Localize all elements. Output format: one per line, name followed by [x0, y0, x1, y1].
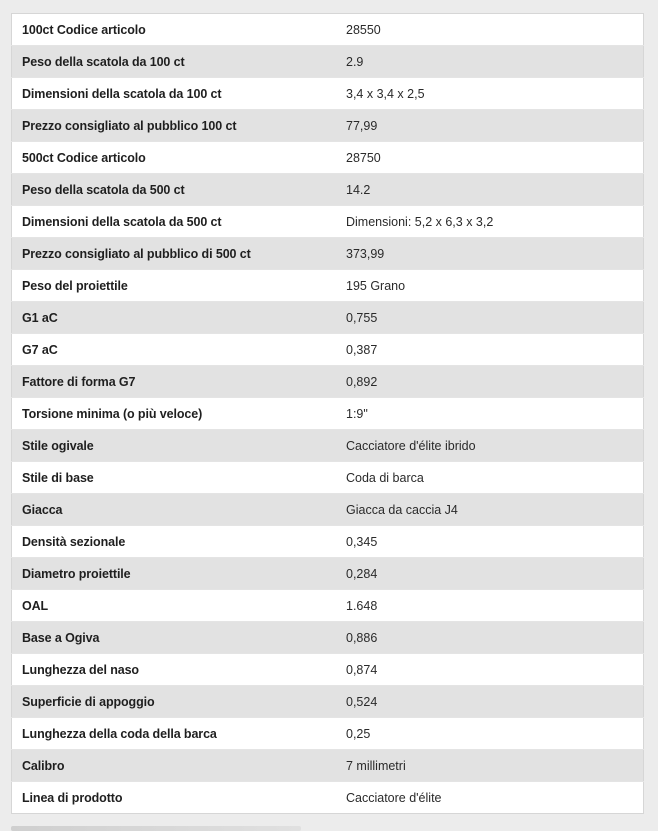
spec-value: 195 Grano [328, 270, 644, 302]
spec-value: Giacca da caccia J4 [328, 494, 644, 526]
spec-value: 373,99 [328, 238, 644, 270]
spec-label: Lunghezza della coda della barca [12, 718, 329, 750]
spec-value: 0,25 [328, 718, 644, 750]
spec-value: Dimensioni: 5,2 x 6,3 x 3,2 [328, 206, 644, 238]
spec-value: 0,524 [328, 686, 644, 718]
spec-label: Linea di prodotto [12, 782, 329, 814]
spec-label: G1 aC [12, 302, 329, 334]
horizontal-scrollbar[interactable] [11, 826, 301, 831]
spec-label: Diametro proiettile [12, 558, 329, 590]
spec-label: Stile ogivale [12, 430, 329, 462]
spec-label: Lunghezza del naso [12, 654, 329, 686]
spec-value: 0,892 [328, 366, 644, 398]
table-row [12, 750, 644, 782]
spec-value: Cacciatore d'élite [328, 782, 644, 814]
spec-value: 0,755 [328, 302, 644, 334]
spec-label: G7 aC [12, 334, 329, 366]
table-row [12, 462, 644, 494]
spec-label: Fattore di forma G7 [12, 366, 329, 398]
table-row [12, 494, 644, 526]
spec-label: Calibro [12, 750, 329, 782]
spec-label: Giacca [12, 494, 329, 526]
table-row [12, 206, 644, 238]
table-row [12, 174, 644, 206]
table-row [12, 46, 644, 78]
spec-value: Cacciatore d'élite ibrido [328, 430, 644, 462]
spec-value: 2.9 [328, 46, 644, 78]
spec-value: 3,4 x 3,4 x 2,5 [328, 78, 644, 110]
table-row [12, 718, 644, 750]
product-spec-table [11, 13, 644, 814]
spec-label: OAL [12, 590, 329, 622]
table-row [12, 334, 644, 366]
spec-value: 0,284 [328, 558, 644, 590]
table-row [12, 654, 644, 686]
spec-label: Base a Ogiva [12, 622, 329, 654]
table-row [12, 558, 644, 590]
spec-label: 500ct Codice articolo [12, 142, 329, 174]
spec-label: Densità sezionale [12, 526, 329, 558]
spec-value: 14.2 [328, 174, 644, 206]
table-row [12, 142, 644, 174]
table-row [12, 14, 644, 46]
spec-label: Superficie di appoggio [12, 686, 329, 718]
table-row [12, 270, 644, 302]
table-row [12, 590, 644, 622]
table-row [12, 78, 644, 110]
spec-value: 28750 [328, 142, 644, 174]
spec-label: Dimensioni della scatola da 500 ct [12, 206, 329, 238]
spec-value: 77,99 [328, 110, 644, 142]
spec-value: 1:9" [328, 398, 644, 430]
spec-label: Prezzo consigliato al pubblico 100 ct [12, 110, 329, 142]
spec-value: 0,886 [328, 622, 644, 654]
table-row [12, 430, 644, 462]
spec-value: Coda di barca [328, 462, 644, 494]
spec-value: 0,387 [328, 334, 644, 366]
spec-label: Peso della scatola da 500 ct [12, 174, 329, 206]
spec-value: 0,345 [328, 526, 644, 558]
table-row [12, 398, 644, 430]
spec-label: Stile di base [12, 462, 329, 494]
table-row [12, 110, 644, 142]
table-row [12, 686, 644, 718]
spec-label: Dimensioni della scatola da 100 ct [12, 78, 329, 110]
spec-value: 1.648 [328, 590, 644, 622]
spec-label: 100ct Codice articolo [22, 22, 146, 37]
spec-label: Prezzo consigliato al pubblico di 500 ct [12, 238, 329, 270]
table-row [12, 622, 644, 654]
spec-value: 7 millimetri [328, 750, 644, 782]
table-row [12, 366, 644, 398]
table-row [12, 238, 644, 270]
table-row [12, 526, 644, 558]
table-row [12, 302, 644, 334]
spec-label: Peso della scatola da 100 ct [12, 46, 329, 78]
table-row [12, 782, 644, 814]
spec-label: Torsione minima (o più veloce) [12, 398, 329, 430]
spec-label: Peso del proiettile [12, 270, 329, 302]
spec-value: 0,874 [328, 654, 644, 686]
spec-value: 28550 [346, 22, 381, 37]
